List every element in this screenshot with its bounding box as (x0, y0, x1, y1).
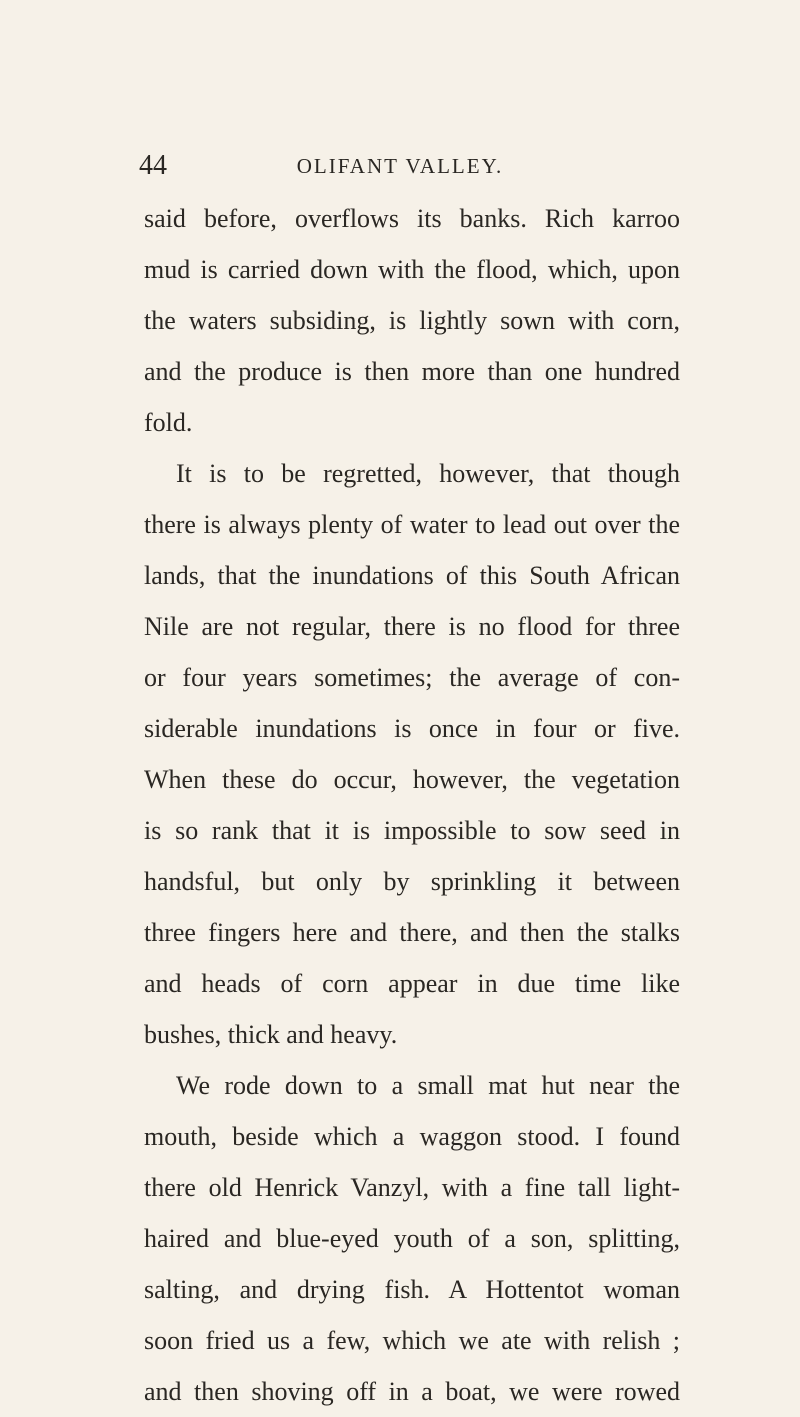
text-line: haired and blue-eyed youth of a son, splitting, (144, 1224, 680, 1253)
running-title: OLIFANT VALLEY. (296, 154, 504, 178)
text-line: three fingers here and there, and then the stalks (144, 918, 680, 947)
text-line: We rode down to a small mat hut near the (176, 1071, 680, 1100)
text-line: lands, that the inundations of this South African (144, 561, 680, 590)
body-text (144, 193, 680, 1417)
text-line: the waters subsiding, is lightly sown with corn, (144, 306, 680, 335)
text-line: When these do occur, however, the vegetation (144, 765, 680, 794)
text-line: siderable inundations is once in four or five. (144, 714, 680, 743)
page-number: 44 (139, 150, 167, 181)
text-line: mouth, beside which a waggon stood. I found (144, 1122, 680, 1151)
text-line: It is to be regretted, however, that though (176, 459, 680, 488)
paragraph-2 (144, 448, 680, 1060)
text-line: or four years sometimes; the average of con- (144, 663, 680, 692)
text-line: fold. (144, 408, 193, 437)
text-line: and then shoving off in a boat, we were rowed (144, 1377, 680, 1406)
text-line: salting, and drying fish. A Hottentot woman (144, 1275, 680, 1304)
text-line: Nile are not regular, there is no flood for three (144, 612, 680, 641)
text-line: handsful, but only by sprinkling it between (144, 867, 680, 896)
text-line: and heads of corn appear in due time like (144, 969, 680, 998)
text-line: and the produce is then more than one hundred (144, 357, 680, 386)
page-header (0, 146, 800, 186)
text-line: there is always plenty of water to lead out over the (144, 510, 680, 539)
text-line: bushes, thick and heavy. (144, 1020, 398, 1049)
text-line: soon fried us a few, which we ate with relish ; (144, 1326, 680, 1355)
text-line: is so rank that it is impossible to sow seed in (144, 816, 680, 845)
text-line: said before, overflows its banks. Rich karroo (144, 204, 680, 233)
text-line: there old Henrick Vanzyl, with a fine tall light- (144, 1173, 680, 1202)
paragraph-1 (144, 193, 680, 448)
text-line: mud is carried down with the flood, which, upon (144, 255, 680, 284)
paragraph-3 (144, 1060, 680, 1417)
